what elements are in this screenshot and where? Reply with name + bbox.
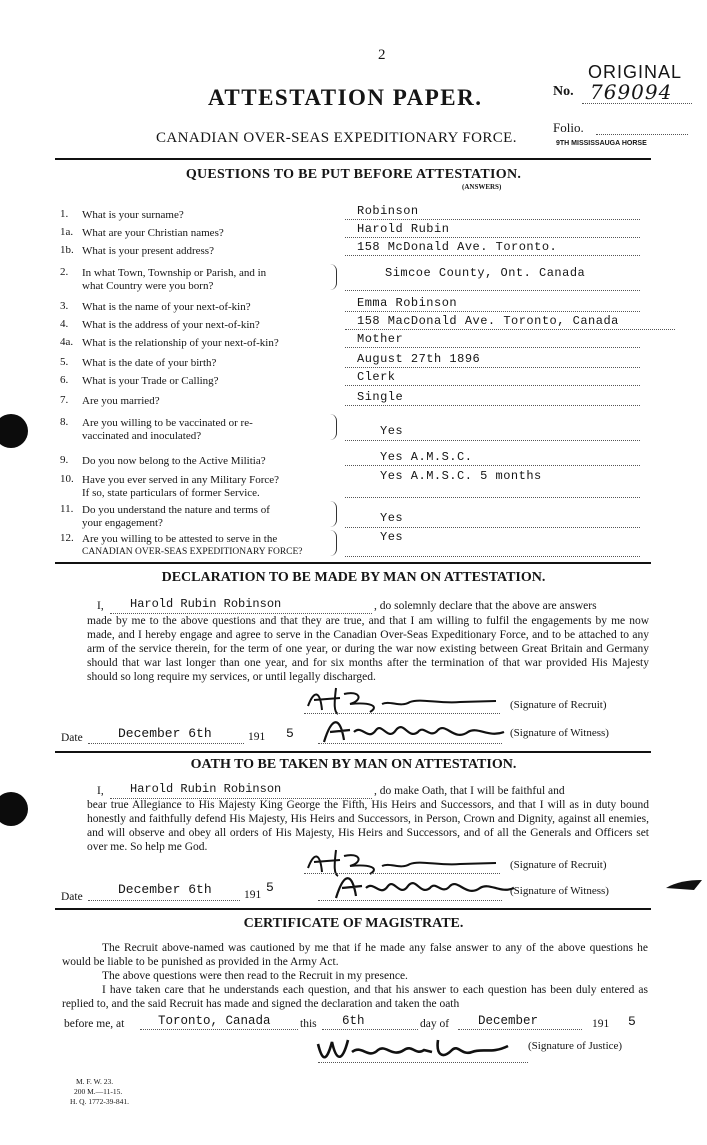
magistrate-day: 6th	[342, 1014, 365, 1028]
question-number: 4.	[60, 318, 69, 330]
question-text: What is your present address?	[82, 245, 214, 257]
magistrate-year-prefix: 191	[592, 1018, 610, 1030]
question-text: If so, state particulars of former Service.	[82, 487, 260, 499]
answer-value: Single	[357, 390, 404, 404]
question-text: In what Town, Township or Parish, and in	[82, 267, 267, 279]
answers-label: (ANSWERS)	[462, 183, 502, 191]
answer-line	[345, 255, 640, 256]
oath-i: I,	[97, 785, 104, 797]
declaration-recruit-name: Harold Rubin Robinson	[130, 597, 282, 611]
regimental-number: 769094	[590, 80, 673, 104]
answer-value: Yes A.M.S.C.	[380, 450, 473, 464]
oath-heading: OATH TO BE TAKEN BY MAN ON ATTESTATION.	[190, 757, 517, 772]
answer-value: Mother	[357, 332, 404, 346]
section-rule-top	[55, 158, 651, 160]
print-run: 200 M.—11-15.	[74, 1087, 123, 1096]
declaration-date-line	[88, 743, 244, 744]
question-number: 5.	[60, 356, 69, 368]
oath-year-prefix: 191	[244, 889, 262, 901]
answer-line	[345, 440, 640, 441]
oath-recruit-name: Harold Rubin Robinson	[130, 782, 282, 796]
answer-value: Yes	[380, 530, 404, 544]
question-text: What is your Trade or Calling?	[82, 375, 219, 387]
recruit-signature-label-1: (Signature of Recruit)	[510, 699, 607, 711]
answer-value: Yes A.M.S.C. 5 months	[380, 469, 542, 483]
answer-line	[345, 367, 640, 368]
margin-pen-mark	[664, 876, 704, 896]
answer-line	[345, 527, 640, 528]
answer-line	[345, 405, 640, 406]
magistrate-year-suffix: 5	[628, 1014, 636, 1029]
certificate-rule	[55, 908, 651, 910]
question-brace	[330, 501, 337, 527]
document-title: ATTESTATION PAPER.	[208, 85, 483, 110]
certificate-para-1: The Recruit above-named was cautioned by me that if he made any false answer to any of the above questions he would be liable to be punished as provided in the Army Act.	[62, 942, 648, 968]
justice-signature-line	[318, 1062, 528, 1063]
question-number: 11.	[60, 503, 74, 515]
question-number: 1.	[60, 208, 69, 220]
question-text: What is the address of your next-of-kin?	[82, 319, 260, 331]
witness-signature-oath	[330, 868, 520, 904]
answer-line	[345, 385, 640, 386]
question-text: Are you willing to be vaccinated or re-	[82, 417, 253, 429]
justice-signature	[312, 1030, 522, 1070]
question-text: What is your surname?	[82, 209, 184, 221]
question-number: 9.	[60, 454, 69, 466]
question-text: your engagement?	[82, 517, 163, 529]
question-number: 8.	[60, 416, 69, 428]
question-brace	[330, 414, 337, 440]
original-stamp: ORIGINAL	[588, 62, 683, 82]
answer-value: Yes	[380, 424, 404, 438]
oath-year-suffix: 5	[266, 880, 274, 895]
certificate-para-3: I have taken care that he understands each question, and that his answer to each question has been duly entered as replied to, and the said Recruit has made and signed the declaration and taken the oath	[62, 984, 648, 1010]
magistrate-month: December	[478, 1014, 539, 1028]
question-number: 7.	[60, 394, 69, 406]
question-text: What is the name of your next-of-kin?	[82, 301, 251, 313]
witness-signature-line-2	[318, 900, 502, 901]
witness-signature-label-1: (Signature of Witness)	[510, 727, 609, 739]
oath-date-line	[88, 900, 240, 901]
before-me-label: before me, at	[64, 1018, 125, 1030]
answer-value: Emma Robinson	[357, 296, 458, 310]
question-text: What is the relationship of your next-of-kin?	[82, 337, 279, 349]
declaration-i: I,	[97, 600, 104, 612]
answer-value: Clerk	[357, 370, 396, 384]
answer-line	[345, 311, 640, 312]
answer-value: August 27th 1896	[357, 352, 481, 366]
oath-body: bear true Allegiance to His Majesty King George the Fifth, His Heirs and Successors, and that I will as in duty bound honestly and faithfully defend His Majesty, His Heirs and Successors, in Person, Crown and Dignity, against all enemies, and will observe and obey all orders of His Majesty, His Heirs and Successors, and of all the Generals and Officers set over me. So help me God.	[87, 799, 649, 853]
recruit-signature-label-2: (Signature of Recruit)	[510, 859, 607, 871]
question-text: what Country were you born?	[82, 280, 214, 292]
question-text: CANADIAN OVER-SEAS EXPEDITIONARY FORCE?	[82, 547, 303, 557]
page-number: 2	[378, 47, 386, 63]
answer-line	[345, 347, 640, 348]
declaration-date: December 6th	[118, 726, 212, 741]
declaration-body: made by me to the above questions and that they are true, and that I am willing to fulfil the engagements by me now made, and I hereby engage and agree to serve in the Canadian Over-Seas Expeditionary Force, and to be attached to any arm of the service therein, for the term of one year, or during the war now existing between Great Britain and Germany should that war last longer than one year, and for six months after the termination of that war provided His Majesty should so long require my services, or until legally discharged.	[87, 615, 649, 683]
folio-label: Folio.	[553, 120, 584, 135]
declaration-year-suffix: 5	[286, 726, 294, 741]
justice-signature-label: (Signature of Justice)	[528, 1040, 623, 1052]
question-number: 10.	[60, 473, 74, 485]
oath-text-1: , do make Oath, that I will be faithful and	[374, 785, 565, 797]
question-brace	[330, 264, 337, 290]
answer-line	[345, 556, 640, 557]
question-number: 1a.	[60, 226, 74, 238]
form-code: M. F. W. 23.	[76, 1077, 114, 1086]
document-subtitle: CANADIAN OVER-SEAS EXPEDITIONARY FORCE.	[156, 130, 517, 146]
answer-value: Robinson	[357, 204, 419, 218]
question-text: vaccinated and inoculated?	[82, 430, 202, 442]
folio-line	[596, 134, 688, 135]
answer-line	[345, 497, 640, 498]
this-label: this	[300, 1018, 317, 1030]
answer-line	[345, 290, 640, 291]
question-number: 6.	[60, 374, 69, 386]
answer-line	[345, 465, 640, 466]
question-text: Have you ever served in any Military Force?	[82, 474, 280, 486]
question-text: Do you understand the nature and terms of	[82, 504, 270, 516]
place-line	[140, 1029, 298, 1030]
declaration-date-label: Date	[61, 732, 83, 744]
binder-hole-top	[0, 414, 28, 448]
binder-hole-bottom	[0, 792, 28, 826]
answer-value: 158 McDonald Ave. Toronto.	[357, 240, 558, 254]
number-line	[582, 103, 692, 104]
question-number: 3.	[60, 300, 69, 312]
answer-line	[345, 219, 640, 220]
question-number: 4a.	[60, 336, 74, 348]
answer-value: 158 MacDonald Ave. Toronto, Canada	[357, 314, 619, 328]
witness-signature-label-2: (Signature of Witness)	[510, 885, 609, 897]
regimental-number-label: No.	[553, 84, 574, 99]
oath-rule	[55, 751, 651, 753]
question-number: 2.	[60, 266, 69, 278]
answer-line	[345, 329, 675, 330]
answer-value: Simcoe County, Ont. Canada	[385, 266, 586, 280]
question-text: What are your Christian names?	[82, 227, 224, 239]
answer-value: Yes	[380, 511, 404, 525]
question-brace	[330, 530, 337, 556]
certificate-heading: CERTIFICATE OF MAGISTRATE.	[243, 916, 464, 931]
witness-signature-line-1	[318, 743, 502, 744]
question-number: 1b.	[60, 244, 74, 256]
questions-heading: QUESTIONS TO BE PUT BEFORE ATTESTATION.	[185, 167, 522, 182]
answer-value: Harold Rubin	[357, 222, 450, 236]
answer-line	[345, 237, 640, 238]
question-text: Are you married?	[82, 395, 160, 407]
magistrate-place: Toronto, Canada	[158, 1014, 271, 1028]
declaration-text-1: , do solemnly declare that the above are answers	[374, 600, 597, 612]
oath-date-label: Date	[61, 891, 83, 903]
certificate-para-2: The above questions were then read to the Recruit in my presence.	[102, 970, 408, 982]
unit-stamp: 9TH MISSISSAUGA HORSE	[556, 140, 647, 147]
question-number: 12.	[60, 532, 74, 544]
hq-reference: H. Q. 1772-39-841.	[70, 1097, 129, 1106]
declaration-heading: DECLARATION TO BE MADE BY MAN ON ATTESTATION.	[161, 570, 546, 585]
question-text: Do you now belong to the Active Militia?	[82, 455, 266, 467]
day-of-label: day of	[420, 1018, 450, 1030]
question-text: What is the date of your birth?	[82, 357, 217, 369]
declaration-year-prefix: 191	[248, 731, 266, 743]
declaration-rule	[55, 562, 651, 564]
oath-date: December 6th	[118, 882, 212, 897]
question-text: Are you willing to be attested to serve in the	[82, 533, 278, 545]
